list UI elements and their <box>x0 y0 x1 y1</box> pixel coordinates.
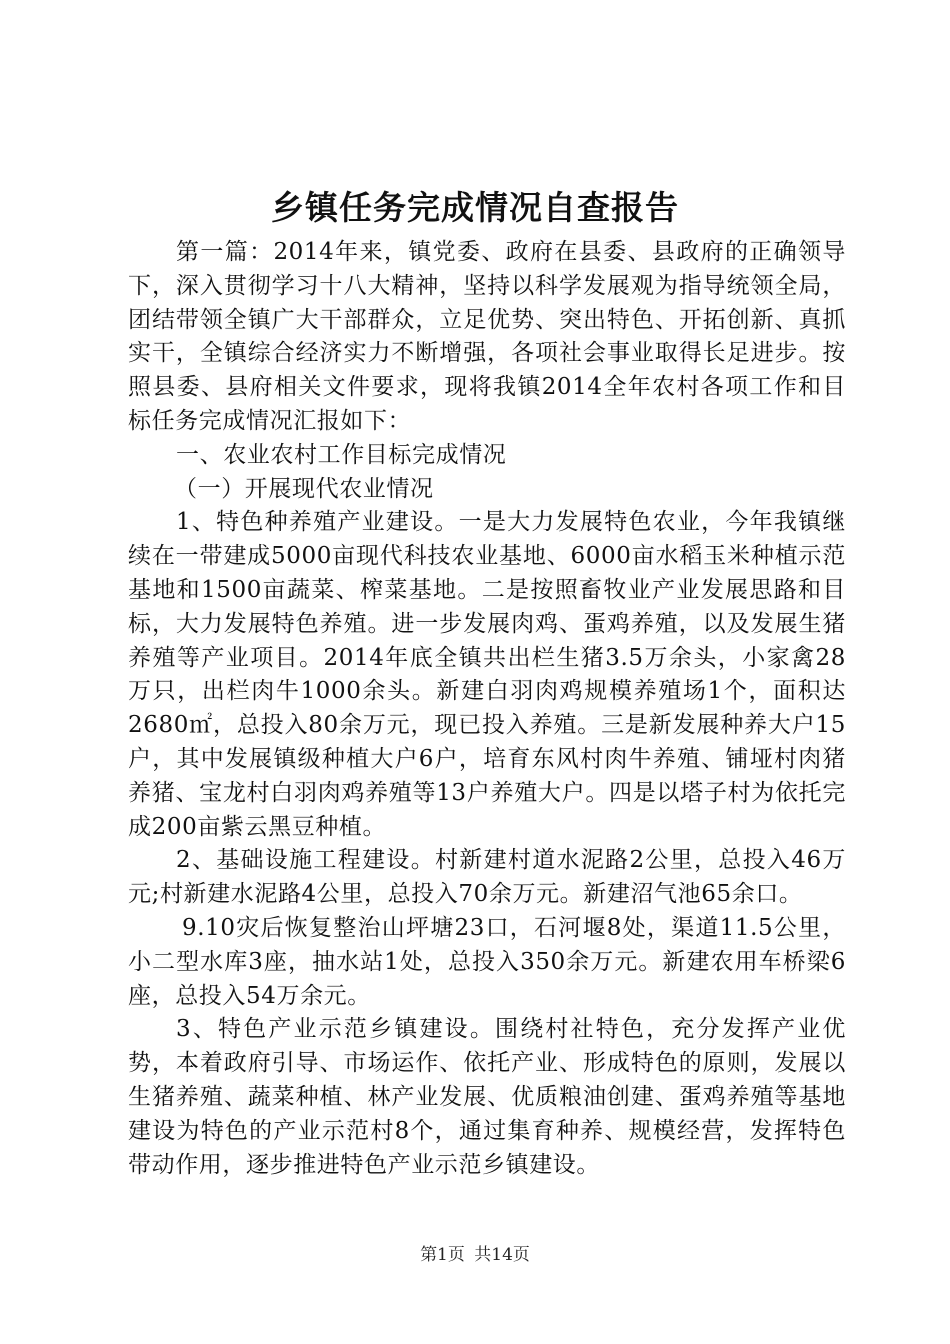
paragraph-item-3: 3、特色产业示范乡镇建设。围绕村社特色，充分发挥产业优势，本着政府引导、市场运作、依托产业、形成特色的原则，发展以生猪养殖、蔬菜种植、林产业发展、优质粮油创建、蛋鸡养殖等基地建设为特色的产业示范村8个，通过集育种养、规模经营，发挥特色带动作用，逐步推进特色产业示范乡镇建设。 <box>128 1016 846 1178</box>
paragraph-intro: 第一篇：2014年来，镇党委、政府在县委、县政府的正确领导下，深入贯彻学习十八大精神，坚持以科学发展观为指导统领全局，团结带领全镇广大干部群众，立足优势、突出特色、开拓创新、真抓实干，全镇综合经济实力不断增强，各项社会事业取得长足进步。按照县委、县府相关文件要求，现将我镇2014全年农村各项工作和目标任务完成情况汇报如下： <box>128 239 846 434</box>
section-heading-1: 一、农业农村工作目标完成情况 <box>176 441 507 468</box>
paragraph-disaster-recovery: 9.10灾后恢复整治山坪塘23口，石河堰8处，渠道11.5公里，小二型水库3座，抽水站1处，总投入350余万元。新建农用车桥梁6座，总投入54万余元。 <box>128 914 846 1009</box>
page-number: 第1页 <box>420 1245 465 1265</box>
page-total: 共14页 <box>474 1245 530 1265</box>
document-title: 乡镇任务完成情况自查报告 <box>271 188 679 227</box>
paragraph-item-2: 2、基础设施工程建设。村新建村道水泥路2公里，总投入46万元;村新建水泥路4公里，总投入70余万元。新建沼气池65余口。 <box>128 847 846 908</box>
subsection-heading-1: （一）开展现代农业情况 <box>174 475 434 502</box>
page-footer <box>0 1240 950 1265</box>
paragraph-item-1: 1、特色种养殖产业建设。一是大力发展特色农业，今年我镇继续在一带建成5000亩现代科技农业基地、6000亩水稻玉米种植示范基地和1500亩蔬菜、榨菜基地。二是按照畜牧业产业发展思路和目标，大力发展特色养殖。进一步发展肉鸡、蛋鸡养殖，以及发展生猪养殖等产业项目。2014年底全镇共出栏生猪3.5万余头，小家禽28万只，出栏肉牛1000余头。新建白羽肉鸡规模养殖场1个，面积达2680㎡，总投入80余万元，现已投入养殖。三是新发展种养大户15户，其中发展镇级种植大户6户，培育东风村肉牛养殖、铺垭村肉猪养猪、宝龙村白羽肉鸡养殖等13户养殖大户。四是以塔子村为依托完成200亩紫云黑豆种植。 <box>128 509 846 840</box>
document-body <box>128 236 846 1182</box>
